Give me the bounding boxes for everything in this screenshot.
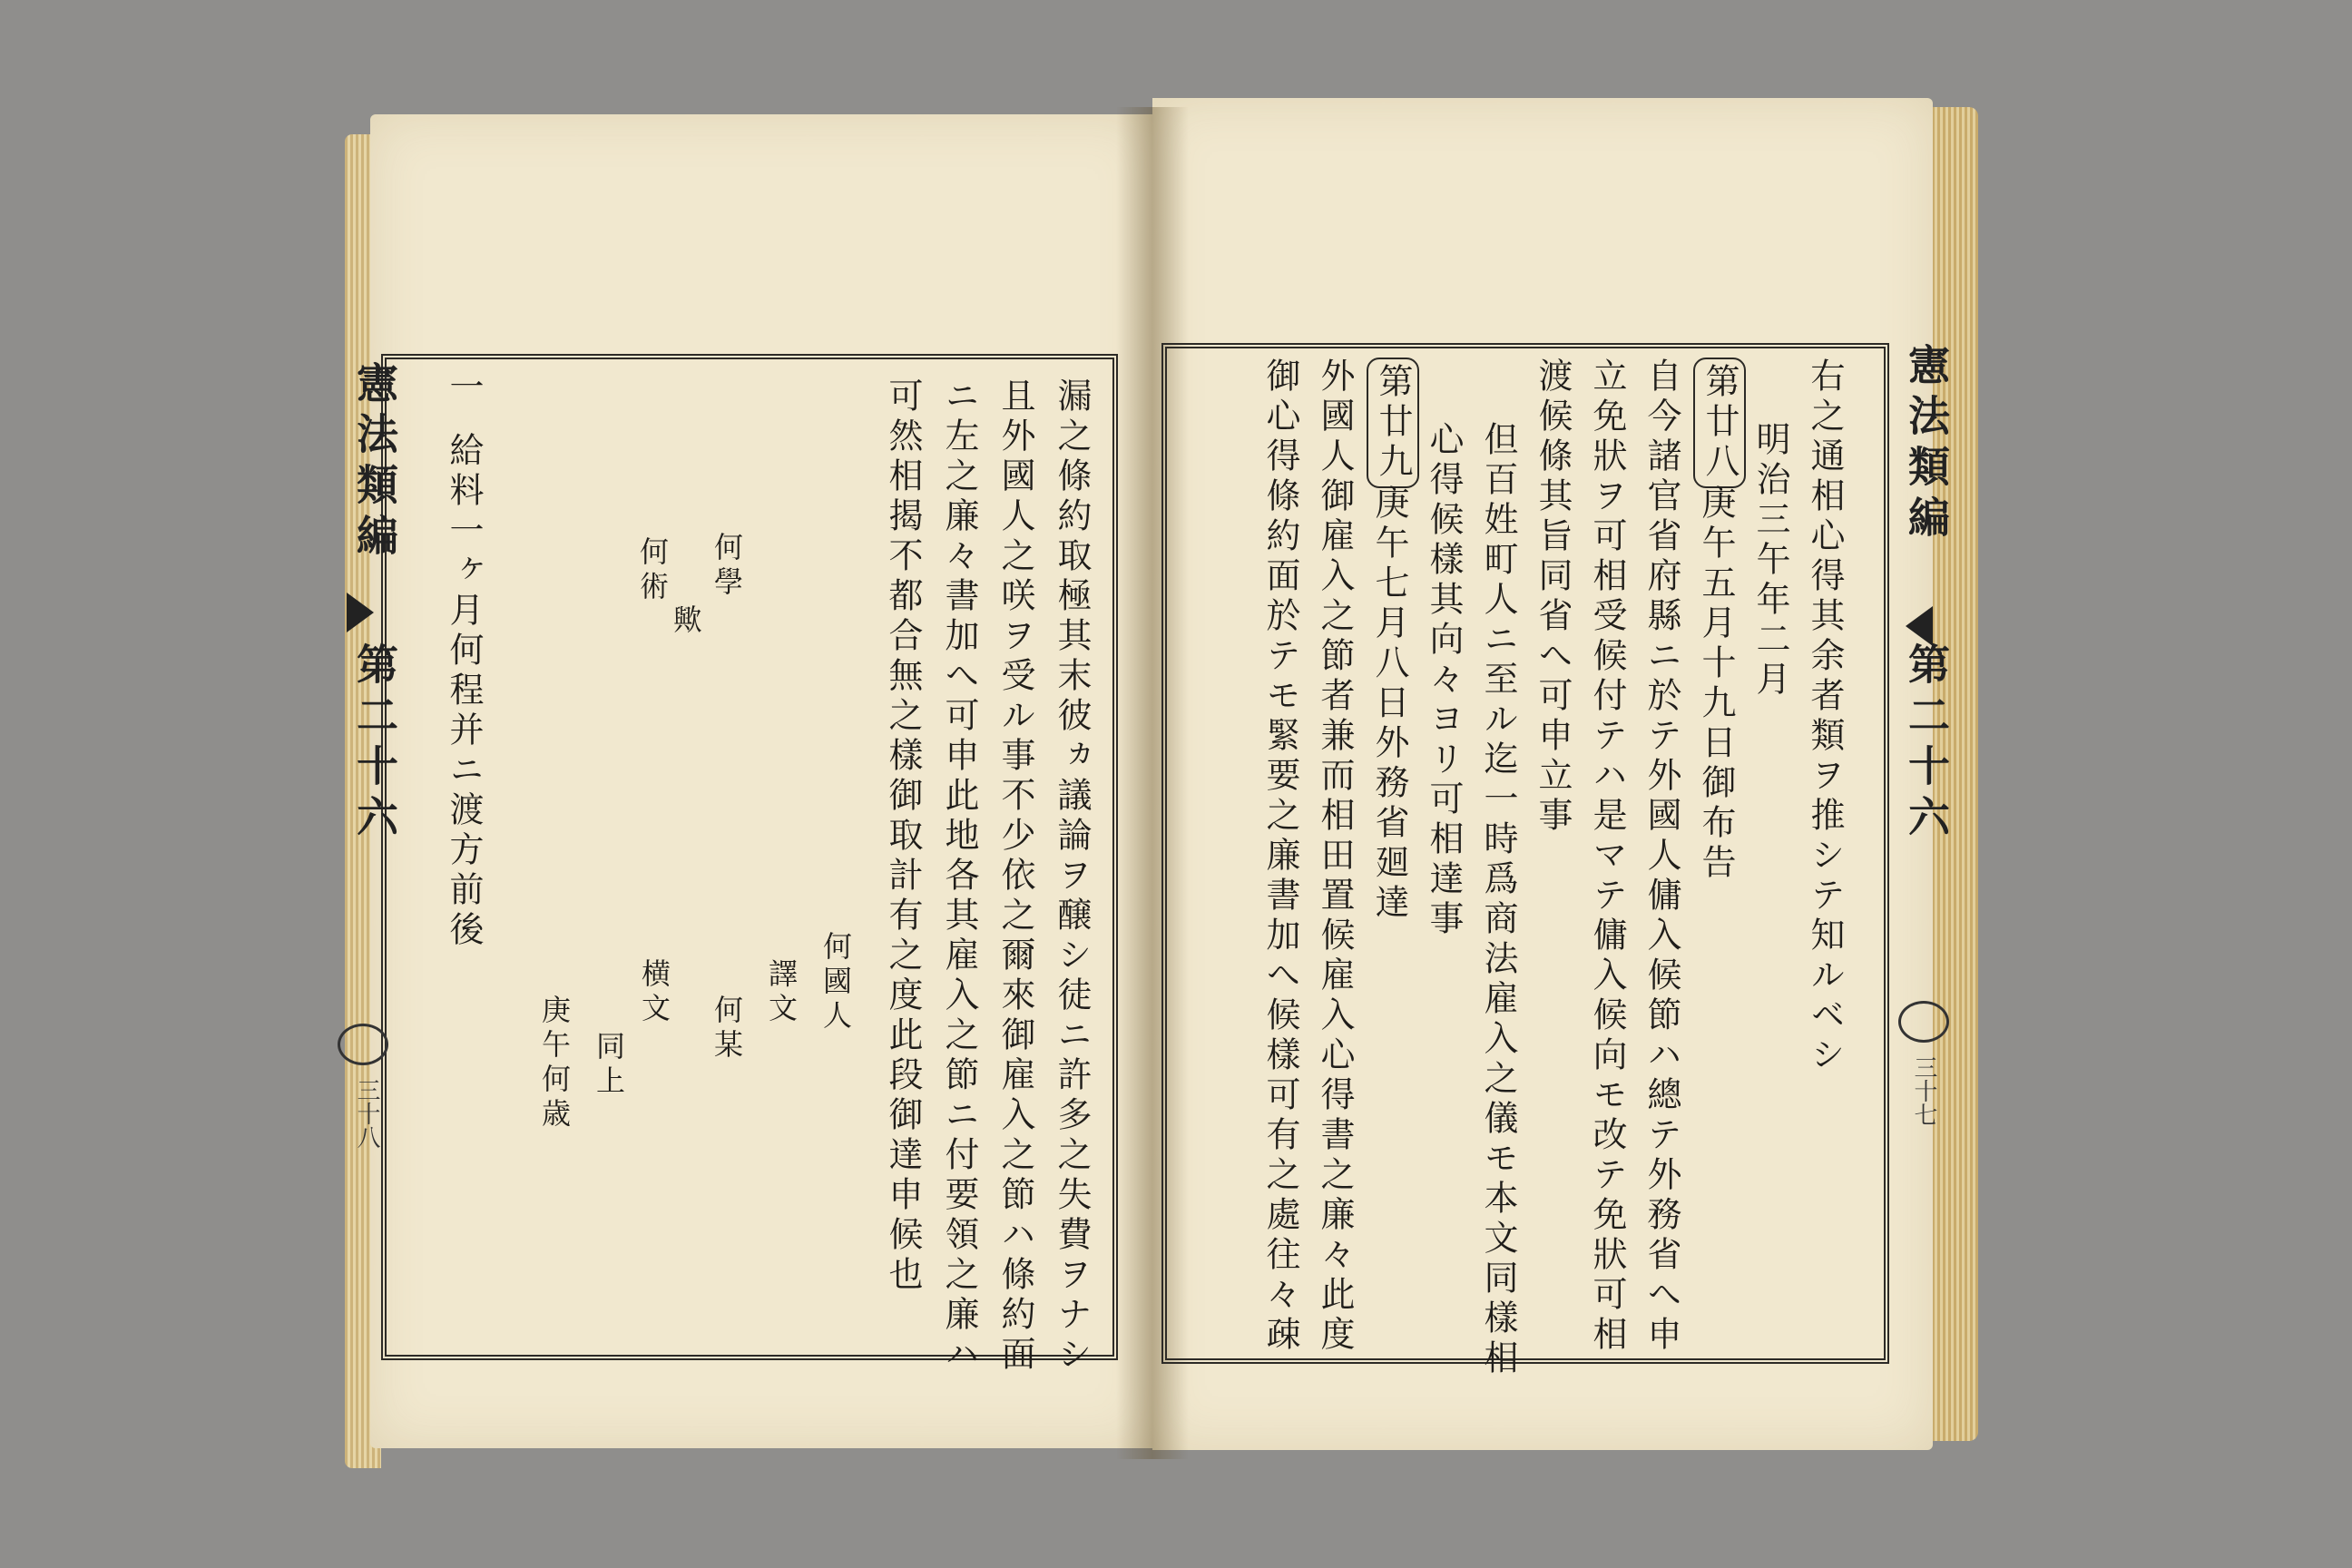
right-article-29-label: [1367, 358, 1419, 488]
right-text-column-1: 右之通相心得其余者類ヲ推シテ知ルベシ: [1805, 358, 1845, 1076]
left-text-item-mark: 一: [444, 368, 484, 408]
right-text-date-year: 明治三午年二月: [1750, 421, 1790, 701]
right-fold-mark-icon: [1898, 1001, 1949, 1043]
left-text-same: 同上: [592, 1031, 626, 1100]
left-spine-marker-icon: [347, 593, 374, 632]
open-book: [345, 98, 1978, 1468]
left-text-particle: 歟: [669, 604, 703, 639]
left-text-translation: 譯文: [764, 958, 799, 1027]
left-text-art: 何術: [635, 536, 670, 605]
left-text-column-1: 漏之條約取極其末彼ヵ議論ヲ醸シ徒ニ許多之失費ヲナシ: [1052, 377, 1092, 1376]
right-page-number: 三十七: [1910, 1055, 1937, 1126]
right-text-column-7: 渡候條其旨同省へ可申立事: [1533, 358, 1573, 837]
right-spine-section: 第二十六: [1902, 642, 1951, 846]
right-text-circular-date: 庚午七月八日外務省廻達: [1369, 485, 1409, 924]
left-page-frame: [381, 354, 1118, 1376]
left-text-name: 何某: [710, 995, 744, 1063]
right-text-column-5: 自今諸官省府縣ニ於テ外國人傭入候節ハ總テ外務省へ申: [1642, 358, 1681, 1356]
right-text-column-13: 御心得條約面於テモ緊要之廉書加へ候樣可有之處往々疎: [1260, 358, 1300, 1356]
right-text-column-12: 外國人御雇入之節者兼而相田置候雇入心得書之廉々此度: [1315, 358, 1355, 1356]
right-text-column-6: 立免狀ヲ可相受候付テハ是マテ傭入候向モ改テ免狀可相: [1587, 358, 1627, 1356]
right-spine-title: 憲法類編: [1902, 343, 1951, 546]
left-text-salary: 給料一ヶ月何程并ニ渡方前後: [444, 432, 484, 951]
left-text-column-4: 可然相揭不都合無之樣御取計有之度此段御達申候也: [883, 377, 923, 1296]
left-spine-section: 第二十六: [350, 642, 399, 846]
right-text-column-9: 心得候樣其向々ヨリ可相達事: [1424, 421, 1464, 940]
left-text-western: 横文: [637, 958, 671, 1027]
left-fold-mark-icon: [338, 1024, 388, 1065]
right-page-frame: [1161, 343, 1889, 1379]
left-page-number: 三十八: [353, 1078, 380, 1149]
right-text-column-8: 但百姓町人ニ至ル迄一時爲商法雇入之儀モ本文同樣相: [1478, 421, 1518, 1379]
left-spine-title: 憲法類編: [350, 361, 399, 564]
left-text-column-3: ニ左之廉々書加へ可申此地各其雇入之節ニ付要領之廉ハ: [939, 377, 979, 1376]
left-text-age: 庚午何歳: [537, 995, 572, 1132]
right-text-notice-date: 庚午五月十九日御布告: [1696, 485, 1736, 884]
left-text-column-2: 且外國人之咲ヲ受ル事不少依之爾來御雇入之節ハ條約面: [995, 377, 1035, 1376]
article-29-box: 第廿九: [1367, 358, 1419, 488]
right-article-28-label: [1693, 358, 1746, 488]
left-text-nationality: 何國人: [818, 931, 853, 1034]
article-28-box: 第廿八: [1693, 358, 1746, 488]
left-text-subject: 何學: [710, 532, 744, 601]
right-spine-marker-icon: [1906, 606, 1933, 646]
